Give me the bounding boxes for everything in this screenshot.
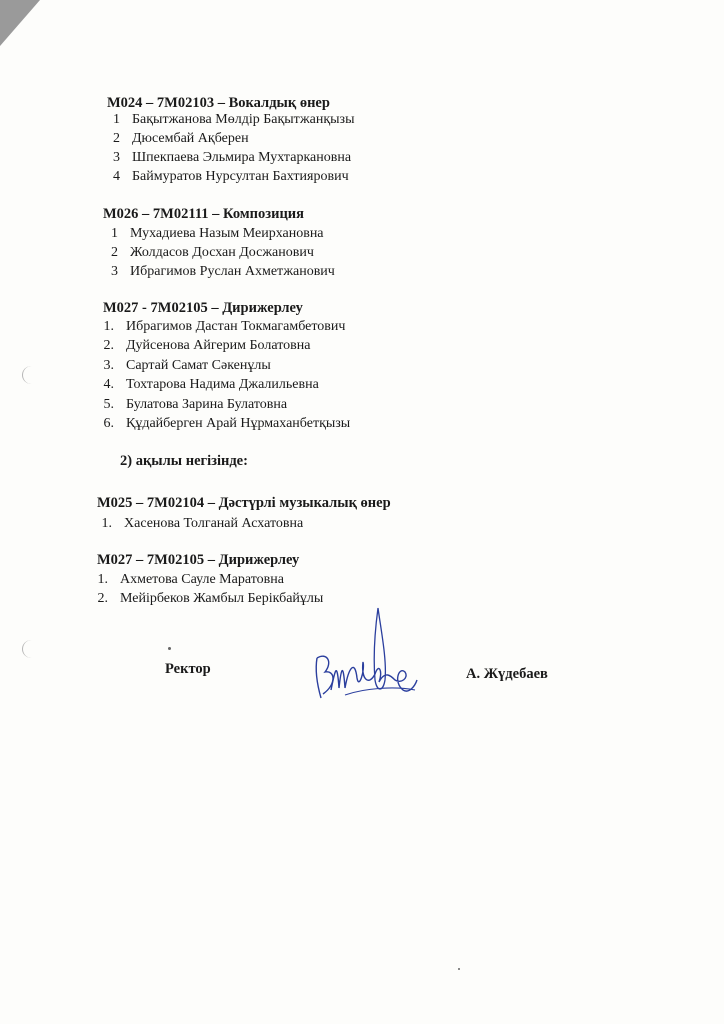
paid-basis-label: 2) ақылы негізінде: (120, 453, 248, 469)
list-item-name: Жолдасов Досхан Досжанович (130, 245, 314, 260)
list-item (92, 317, 345, 337)
scan-speck (458, 968, 460, 970)
list-item-number: 1 (111, 226, 118, 241)
handwritten-signature (305, 600, 425, 710)
list-item (90, 514, 303, 534)
list-item (86, 589, 323, 609)
list-item-number: 3. (103, 358, 114, 373)
section-heading-m027-paid: М027 – 7М02105 – Дирижерлеу (97, 552, 300, 568)
list-item-number: 1 (113, 112, 120, 127)
list-item-name: Ахметова Сауле Маратовна (120, 572, 284, 587)
list-item-name: Шпекпаева Эльмира Мухтаркановна (132, 150, 352, 165)
list-item-name: Мухадиева Назым Меирхановна (130, 226, 324, 241)
signatory-name: А. Жүдебаев (466, 666, 548, 682)
list-item (92, 336, 310, 356)
list-item-name: Булатова Зарина Булатовна (126, 397, 288, 412)
signatory-title: Ректор (165, 661, 211, 677)
list-item-number: 1. (97, 572, 108, 587)
list-item-name: Ибрагимов Дастан Токмагамбетович (126, 319, 346, 334)
list-item-number: 2. (97, 591, 108, 606)
list-item-number: 4 (113, 169, 120, 184)
section-heading-m025: М025 – 7М02104 – Дәстүрлі музыкалық өнер (97, 495, 391, 511)
list-item (98, 148, 351, 168)
punch-hole-mark (22, 640, 41, 658)
list-item-name: Тохтарова Надима Джалильевна (126, 377, 319, 392)
ink-dot (168, 647, 171, 650)
section-heading-m024: М024 – 7М02103 – Вокалдық өнер (107, 95, 330, 111)
list-item-name: Дуйсенова Айгерим Болатовна (126, 338, 311, 353)
list-item-number: 2. (103, 338, 114, 353)
list-item (96, 262, 335, 282)
list-item-number: 2 (113, 131, 120, 146)
list-item (86, 570, 284, 590)
list-item-number: 4. (103, 377, 114, 392)
list-item-name: Ибрагимов Руслан Ахметжанович (130, 264, 335, 279)
list-item-name: Бақытжанова Мөлдір Бақытжанқызы (132, 112, 355, 127)
list-item (92, 356, 271, 376)
list-item-name: Мейірбеков Жамбыл Берікбайұлы (120, 591, 324, 606)
list-item-number: 5. (103, 397, 114, 412)
list-item (98, 167, 349, 187)
list-item-number: 6. (103, 416, 114, 431)
list-item-name: Құдайберген Арай Нұрмаханбетқызы (126, 416, 351, 431)
list-item (92, 414, 350, 434)
punch-hole-mark (22, 366, 41, 384)
list-item-name: Сартай Самат Сәкенұлы (126, 358, 271, 373)
list-item-number: 1. (101, 516, 112, 531)
list-item (98, 110, 355, 130)
list-item-number: 1. (103, 319, 114, 334)
list-item (98, 129, 249, 149)
section-heading-m026: М026 – 7М02111 – Композиция (103, 206, 305, 222)
list-item-number: 3 (113, 150, 120, 165)
list-item (92, 395, 287, 415)
list-item-name: Дюсембай Ақберен (132, 131, 249, 146)
list-item (96, 224, 324, 244)
list-item (92, 375, 319, 395)
list-item-name: Хасенова Толганай Асхатовна (124, 516, 304, 531)
list-item-number: 3 (111, 264, 118, 279)
scan-corner-shadow (0, 0, 40, 46)
list-item-number: 2 (111, 245, 118, 260)
list-item (96, 243, 314, 263)
list-item-name: Баймуратов Нурсултан Бахтиярович (132, 169, 349, 184)
section-heading-m027: М027 - 7М02105 – Дирижерлеу (103, 300, 303, 316)
